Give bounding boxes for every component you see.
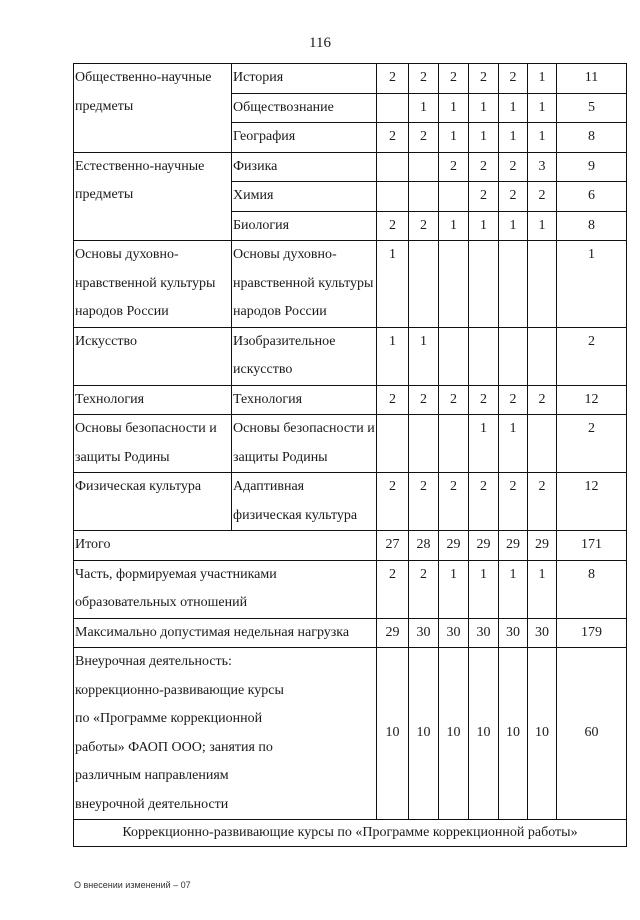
grade-cell: 1: [499, 123, 528, 153]
area-cell: Общественно-научные предметы: [74, 64, 232, 153]
subject-cell: История: [232, 64, 377, 94]
grade-cell: 28: [409, 531, 439, 561]
grade-cell: [469, 241, 499, 328]
grade-cell: 2: [439, 64, 469, 94]
grade-cell: 29: [499, 531, 528, 561]
grade-cell: 2: [528, 473, 557, 531]
table-row: [74, 531, 627, 561]
table-row: [74, 560, 627, 618]
total-cell: 9: [557, 152, 627, 182]
grade-cell: [499, 241, 528, 328]
total-cell: 8: [557, 123, 627, 153]
grade-cell: 2: [409, 64, 439, 94]
grade-cell: 10: [499, 648, 528, 820]
table-row: [74, 648, 627, 820]
grade-cell: [409, 415, 439, 473]
grade-cell: 1: [499, 211, 528, 241]
grade-cell: 29: [528, 531, 557, 561]
grade-cell: [439, 415, 469, 473]
total-cell: 8: [557, 211, 627, 241]
area-cell: Основы духовно-нравственной культуры народов России: [74, 241, 232, 328]
grade-cell: 2: [377, 123, 409, 153]
area-line: Основы безопасности и: [75, 421, 217, 436]
grade-cell: 2: [469, 182, 499, 212]
grade-cell: [409, 152, 439, 182]
grade-cell: 29: [439, 531, 469, 561]
subject-cell: Изобразительное искусство: [232, 327, 377, 385]
grade-cell: 1: [469, 415, 499, 473]
table-row: [74, 152, 627, 182]
grade-cell: 1: [439, 93, 469, 123]
grade-cell: 1: [439, 123, 469, 153]
grade-cell: [499, 327, 528, 385]
grade-cell: 2: [499, 152, 528, 182]
grade-cell: 1: [469, 560, 499, 618]
grade-cell: 2: [377, 385, 409, 415]
grade-cell: 1: [528, 560, 557, 618]
grade-cell: 2: [439, 152, 469, 182]
subject-cell: Обществознание: [232, 93, 377, 123]
table-row: [74, 64, 627, 94]
subject-cell: Биология: [232, 211, 377, 241]
curriculum-table: [73, 63, 627, 847]
grade-cell: 29: [377, 618, 409, 648]
table-row: [74, 820, 627, 847]
subject-cell: Основы безопасности и защиты Родины: [232, 415, 377, 473]
grade-cell: 2: [469, 473, 499, 531]
grade-cell: 1: [469, 211, 499, 241]
table-row: [74, 415, 627, 473]
total-cell: 2: [557, 415, 627, 473]
grade-cell: [439, 241, 469, 328]
subject-cell: Адаптивная физическая культура: [232, 473, 377, 531]
area-cell: [74, 415, 232, 473]
subject-cell: Технология: [232, 385, 377, 415]
grade-cell: 1: [439, 211, 469, 241]
subject-cell: Физика: [232, 152, 377, 182]
grade-cell: 2: [377, 560, 409, 618]
grade-cell: 1: [528, 93, 557, 123]
grade-cell: 2: [377, 211, 409, 241]
grade-cell: 2: [409, 385, 439, 415]
area-cell: Естественно-научные предметы: [74, 152, 232, 241]
grade-cell: 1: [499, 415, 528, 473]
grade-cell: 1: [499, 560, 528, 618]
grade-cell: 1: [528, 64, 557, 94]
grade-cell: 2: [439, 385, 469, 415]
grade-cell: 2: [469, 152, 499, 182]
grade-cell: 2: [499, 182, 528, 212]
total-cell: 8: [557, 560, 627, 618]
total-cell: 6: [557, 182, 627, 212]
part-label: Часть, формируемая участниками образовательных отношений: [74, 560, 377, 618]
grade-cell: 3: [528, 152, 557, 182]
grade-cell: 10: [409, 648, 439, 820]
grade-cell: 2: [499, 385, 528, 415]
grade-cell: [409, 241, 439, 328]
grade-cell: 1: [499, 93, 528, 123]
grade-cell: 1: [469, 93, 499, 123]
area-line: защиты Родины: [75, 449, 170, 465]
table-row: [74, 327, 627, 385]
grade-cell: 30: [528, 618, 557, 648]
grade-cell: 2: [409, 560, 439, 618]
total-cell: 179: [557, 618, 627, 648]
total-cell: 2: [557, 327, 627, 385]
grade-cell: 1: [439, 560, 469, 618]
grade-cell: 10: [439, 648, 469, 820]
grade-cell: 10: [377, 648, 409, 820]
grade-cell: 1: [377, 241, 409, 328]
grade-cell: 2: [499, 64, 528, 94]
area-cell: Технология: [74, 385, 232, 415]
grade-cell: 1: [469, 123, 499, 153]
grade-cell: [377, 415, 409, 473]
grade-cell: [528, 327, 557, 385]
grade-cell: 30: [409, 618, 439, 648]
grade-cell: 1: [528, 211, 557, 241]
total-cell: 1: [557, 241, 627, 328]
subject-cell: География: [232, 123, 377, 153]
grade-cell: 1: [528, 123, 557, 153]
table-row: [74, 618, 627, 648]
grade-cell: [439, 327, 469, 385]
total-cell: 5: [557, 93, 627, 123]
total-cell: 12: [557, 385, 627, 415]
grade-cell: 2: [377, 64, 409, 94]
table-row: [74, 473, 627, 531]
total-cell: 171: [557, 531, 627, 561]
area-cell: Искусство: [74, 327, 232, 385]
grade-cell: [377, 93, 409, 123]
grade-cell: 2: [528, 385, 557, 415]
total-cell: 12: [557, 473, 627, 531]
grade-cell: 30: [469, 618, 499, 648]
page-number: 116: [309, 35, 331, 51]
grade-cell: 2: [469, 385, 499, 415]
subject-cell: Химия: [232, 182, 377, 212]
total-cell: 60: [557, 648, 627, 820]
grade-cell: 2: [499, 473, 528, 531]
grade-cell: 1: [409, 327, 439, 385]
grade-cell: 30: [439, 618, 469, 648]
grade-cell: 29: [469, 531, 499, 561]
grade-cell: 1: [409, 93, 439, 123]
grade-cell: 2: [528, 182, 557, 212]
table-row: [74, 385, 627, 415]
grade-cell: [439, 182, 469, 212]
subject-cell: Основы духовно-нравственной культуры народов России: [232, 241, 377, 328]
grade-cell: [377, 152, 409, 182]
area-cell: Физическая культура: [74, 473, 232, 531]
grade-cell: 2: [409, 211, 439, 241]
itogo-label: Итого: [74, 531, 377, 561]
footer-note: О внесении изменений – 07: [74, 880, 191, 890]
grade-cell: 2: [439, 473, 469, 531]
grade-cell: [409, 182, 439, 212]
grade-cell: [528, 415, 557, 473]
grade-cell: 27: [377, 531, 409, 561]
grade-cell: 10: [528, 648, 557, 820]
grade-cell: 30: [499, 618, 528, 648]
grade-cell: 2: [409, 473, 439, 531]
grade-cell: [377, 182, 409, 212]
grade-cell: 1: [377, 327, 409, 385]
grade-cell: 2: [377, 473, 409, 531]
table-row: [74, 241, 627, 328]
correction-courses-heading: Коррекционно-развивающие курсы по «Программе коррекционной работы»: [74, 820, 627, 847]
extracurricular-label: Внеурочная деятельность: коррекционно-развивающие курсы по «Программе коррекционной работы» ФАОП ООО; занятия по различным направлениям внеурочной деятельности: [74, 648, 377, 820]
grade-cell: 2: [469, 64, 499, 94]
max-load-label: Максимально допустимая недельная нагрузка: [74, 618, 377, 648]
grade-cell: [528, 241, 557, 328]
grade-cell: [469, 327, 499, 385]
total-cell: 11: [557, 64, 627, 94]
grade-cell: 10: [469, 648, 499, 820]
grade-cell: 2: [409, 123, 439, 153]
